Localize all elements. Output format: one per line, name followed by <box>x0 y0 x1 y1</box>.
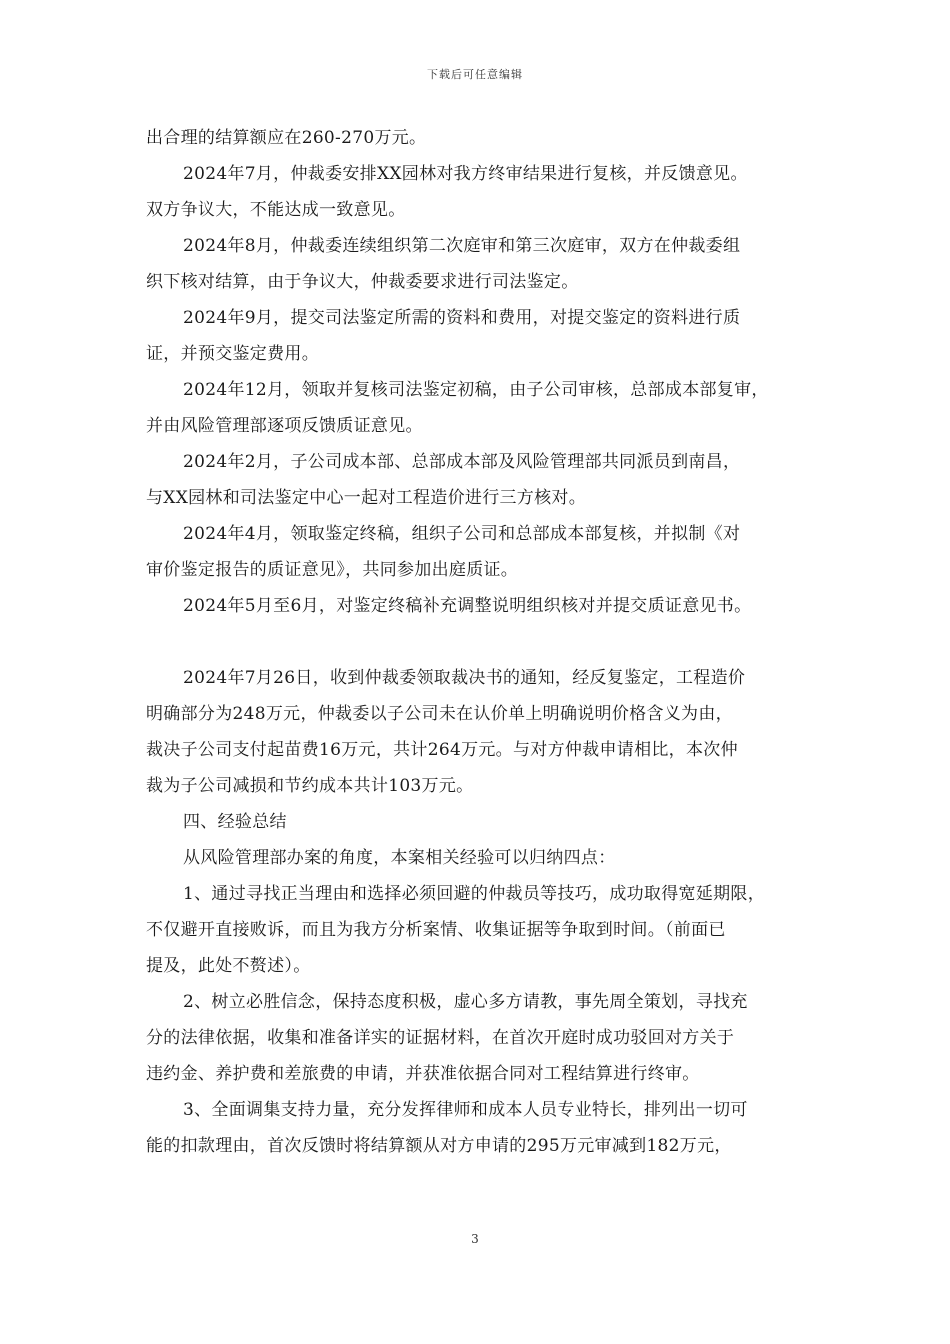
page-header: 下载后可任意编辑 <box>427 68 523 81</box>
text-line: 2024年5月至6月，对鉴定终稿补充调整说明组织核对并提交质证意见书。 <box>183 596 752 616</box>
text-line: 不仅避开直接败诉，而且为我方分析案情、收集证据等争取到时间。（前面已 <box>146 920 726 940</box>
text-line: 双方争议大，不能达成一致意见。 <box>146 200 406 220</box>
text-line: 1、通过寻找正当理由和选择必须回避的仲裁员等技巧，成功取得宽延期限， <box>183 884 766 904</box>
text-line: 2、树立必胜信念，保持态度积极，虚心多方请教，事先周全策划，寻找充 <box>183 992 748 1012</box>
text-line: 2024年8月，仲裁委连续组织第二次庭审和第三次庭审，双方在仲裁委组 <box>183 236 741 256</box>
text-line: 3、全面调集支持力量，充分发挥律师和成本人员专业特长，排列出一切可 <box>183 1100 748 1120</box>
text-line: 提及，此处不赘述）。 <box>146 956 311 976</box>
text-line: 裁为子公司减损和节约成本共计103万元。 <box>146 776 474 796</box>
section-heading: 四、经验总结 <box>183 812 287 832</box>
text-line: 违约金、养护费和差旅费的申请，并获准依据合同对工程结算进行终审。 <box>146 1064 700 1084</box>
text-line: 审价鉴定报告的质证意见》，共同参加出庭质证。 <box>146 560 519 580</box>
text-line: 裁决子公司支付起苗费16万元，共计264万元。与对方仲裁申请相比，本次仲 <box>146 740 738 760</box>
text-line: 并由风险管理部逐项反馈质证意见。 <box>146 416 423 436</box>
paragraph-spacer <box>146 624 826 660</box>
text-line: 2024年9月，提交司法鉴定所需的资料和费用，对提交鉴定的资料进行质 <box>183 308 741 328</box>
text-line: 2024年12月，领取并复核司法鉴定初稿，由子公司审核，总部成本部复审， <box>183 380 769 400</box>
text-line: 与XX园林和司法鉴定中心一起对工程造价进行三方核对。 <box>146 488 587 508</box>
text-line: 2024年2月，子公司成本部、总部成本部及风险管理部共同派员到南昌， <box>183 452 741 472</box>
page-number: 3 <box>471 1232 479 1246</box>
text-line: 能的扣款理由，首次反馈时将结算额从对方申请的295万元审减到182万元， <box>146 1136 732 1156</box>
text-line: 出合理的结算额应在260-270万元。 <box>146 128 427 148</box>
text-line: 分的法律依据，收集和准备详实的证据材料，在首次开庭时成功驳回对方关于 <box>146 1028 735 1048</box>
text-line: 2024年4月，领取鉴定终稿，组织子公司和总部成本部复核，并拟制《对 <box>183 524 741 544</box>
text-line: 织下核对结算，由于争议大，仲裁委要求进行司法鉴定。 <box>146 272 579 292</box>
text-line: 证，并预交鉴定费用。 <box>146 344 319 364</box>
document-body <box>146 120 826 1164</box>
text-line: 2024年7月，仲裁委安排XX园林对我方终审结果进行复核，并反馈意见。 <box>183 164 748 184</box>
text-line: 从风险管理部办案的角度，本案相关经验可以归纳四点： <box>183 848 616 868</box>
text-line: 2024年7月26日，收到仲裁委领取裁决书的通知，经反复鉴定，工程造价 <box>183 668 746 688</box>
text-line: 明确部分为248万元，仲裁委以子公司未在认价单上明确说明价格含义为由， <box>146 704 733 724</box>
